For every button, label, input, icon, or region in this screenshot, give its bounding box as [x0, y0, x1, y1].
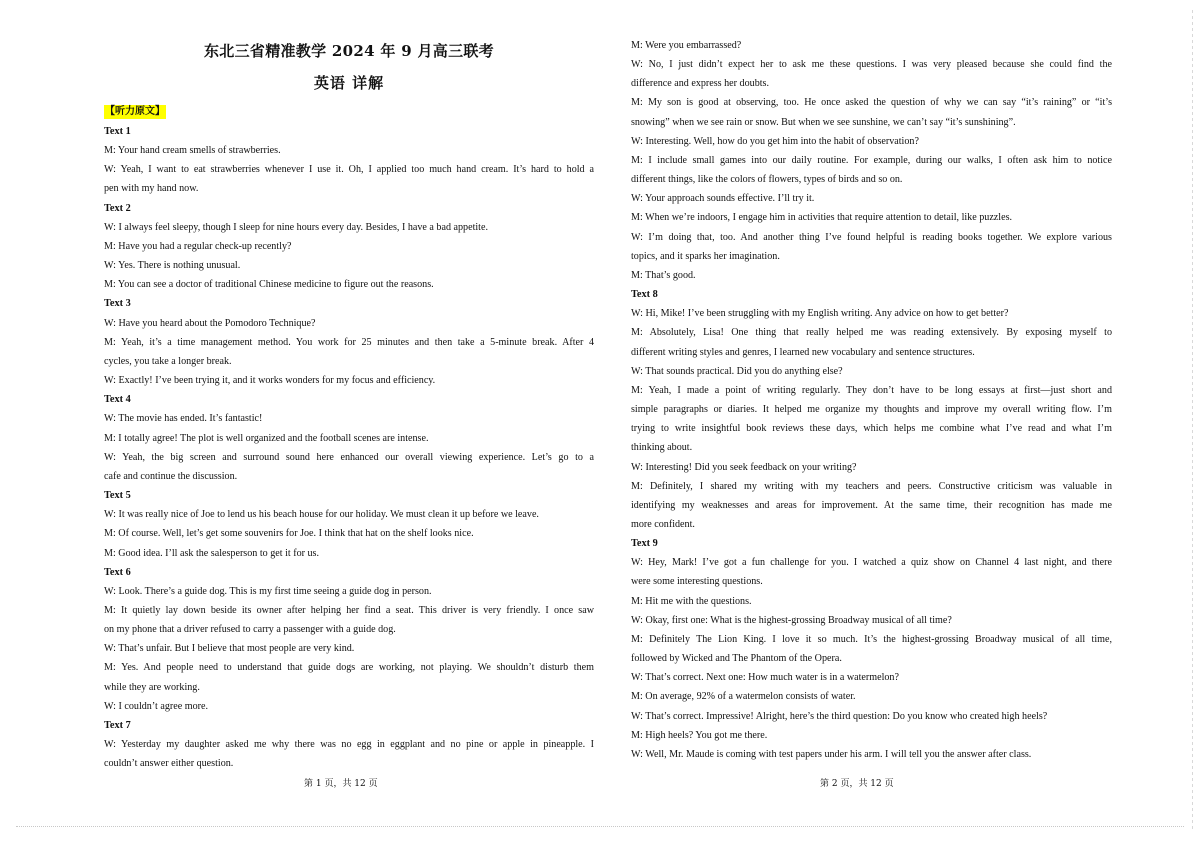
dialogue-line: M: Hit me with the questions. — [631, 595, 752, 607]
dialogue-line: M: I include small games into our daily routine. For example, during our walks, I often ask him to notice — [631, 154, 1112, 166]
dialogue-line: W: That’s unfair. But I believe that most people are very kind. — [104, 643, 355, 655]
dialogue-line: W: Interesting. Well, how do you get him into the habit of observation? — [631, 135, 919, 147]
dialogue-line: snowing” when we see rain or snow. But when we see sunshine, we can’t say “it’s sunshining”. — [631, 116, 1016, 128]
dialogue-line: W: I always feel sleepy, though I sleep for nine hours every day. Besides, I have a bad appetite. — [104, 221, 488, 233]
dialogue-line: W: Yes. There is nothing unusual. — [104, 260, 241, 272]
section-tag: 【听力原文】 — [105, 106, 165, 117]
page-footer-right: 第 2 页，共 12 页 — [820, 779, 894, 789]
dialogue-line: M: Definitely The Lion King. I love it so much. It’s the highest-grossing Broadway musical of all time, — [631, 633, 1112, 645]
section-heading: Text 8 — [631, 289, 658, 301]
dialogue-line: W: Look. There’s a guide dog. This is my first time seeing a guide dog in person. — [104, 585, 432, 597]
dialogue-line: W: Interesting! Did you seek feedback on your writing? — [631, 461, 857, 473]
dialogue-line: W: That sounds practical. Did you do anything else? — [631, 365, 843, 377]
dialogue-line: different writing styles and genres, I learned new vocabulary and sentence structures. — [631, 346, 975, 358]
dialogue-line: W: Exactly! I’ve been trying it, and it works wonders for my focus and efficiency. — [104, 375, 436, 387]
section-heading: Text 7 — [104, 719, 131, 731]
dialogue-line: W: The movie has ended. It’s fantastic! — [104, 413, 263, 425]
dialogue-line: followed by Wicked and The Phantom of the Opera. — [631, 653, 842, 665]
document-subtitle: 英语 详解 — [313, 74, 385, 92]
section-heading: Text 6 — [104, 566, 131, 578]
dialogue-line: identifying my weaknesses and areas for improvement. At the same time, their recognition has made me — [631, 499, 1112, 511]
dialogue-line: W: Hey, Mark! I’ve got a fun challenge for you. I watched a quiz show on Channel 4 last night, and there — [631, 557, 1112, 569]
section-heading: Text 4 — [104, 394, 131, 406]
dialogue-line: W: I couldn’t agree more. — [104, 700, 208, 712]
section-heading: Text 9 — [631, 538, 658, 550]
dialogue-line: M: High heels? You got me there. — [631, 729, 768, 741]
dialogue-line: more confident. — [631, 519, 695, 530]
dialogue-line: simple paragraphs or diaries. It helped me organize my thoughts and improve my overall writing flow. I’m — [631, 404, 1112, 416]
dialogue-line: M: It quietly lay down beside its owner after helping her find a seat. This driver is very friendly. I once saw — [104, 605, 594, 616]
dialogue-line: M: Were you embarrassed? — [631, 40, 742, 51]
dialogue-line: M: When we’re indoors, I engage him in activities that require attention to detail, like puzzles. — [631, 212, 1013, 224]
dialogue-line: M: My son is good at observing, too. He once asked the question of why we can say “it’s raining” or “it’s — [631, 97, 1112, 109]
dialogue-line: W: Yesterday my daughter asked me why there was no egg in eggplant and no pine or apple in pineapple. I — [104, 739, 594, 751]
dialogue-line: M: Have you had a regular check-up recently? — [104, 240, 292, 252]
dialogue-line: trying to write insightful book reviews these days, which helps me combine what I’ve read and what I’m — [631, 423, 1112, 435]
document-title: 东北三省精准教学 2024 年 9 月高三联考 — [204, 42, 494, 60]
dialogue-line: W: No, I just didn’t expect her to ask me these questions. I was very pleased because she could find the — [631, 59, 1112, 71]
dialogue-line: M: Good idea. I’ll ask the salesperson to get it for us. — [104, 547, 320, 559]
dialogue-line: M: Your hand cream smells of strawberries. — [104, 145, 281, 157]
dialogue-line: W: Your approach sounds effective. I’ll try it. — [631, 193, 815, 205]
dialogue-line: M: Of course. Well, let’s get some souvenirs for Joe. I think that hat on the shelf looks nice. — [104, 528, 474, 540]
dialogue-line: difference and express her doubts. — [631, 78, 769, 90]
section-heading: Text 1 — [104, 126, 131, 137]
dialogue-line: topics, and it sparks her imagination. — [631, 250, 780, 262]
dialogue-line: M: Yeah, it’s a time management method. You work for 25 minutes and then take a 5-minute break. After 4 — [104, 336, 594, 348]
section-heading: Text 2 — [104, 202, 131, 214]
dialogue-line: W: Hi, Mike! I’ve been struggling with my English writing. Any advice on how to get better? — [631, 308, 1009, 320]
dialogue-line: W: That’s correct. Impressive! Alright, here’s the third question: Do you know who created high heels? — [631, 710, 1048, 722]
dialogue-line: M: Yes. And people need to understand that guide dogs are working, not playing. We shouldn’t disturb them — [104, 662, 594, 674]
dialogue-line: M: That’s good. — [631, 269, 696, 281]
page-divider — [16, 826, 1184, 827]
dialogue-line: W: Okay, first one: What is the highest-grossing Broadway musical of all time? — [631, 614, 952, 626]
dialogue-line: M: On average, 92% of a watermelon consists of water. — [631, 691, 856, 703]
dialogue-line: couldn’t answer either question. — [104, 758, 234, 770]
dialogue-line: M: Absolutely, Lisa! One thing that really helped me was reading extensively. By exposing myself to — [631, 327, 1112, 339]
dialogue-line: W: It was really nice of Joe to lend us his beach house for our holiday. We must clean it up before we leave. — [104, 509, 539, 521]
dialogue-line: cafe and continue the discussion. — [104, 470, 238, 482]
dialogue-line: W: Yeah, the big screen and surround sound here enhanced our overall viewing experience. Let’s go to a — [104, 451, 594, 463]
dialogue-line: on my phone that a driver refused to carry a passenger with a guide dog. — [104, 624, 396, 636]
dialogue-line: M: I totally agree! The plot is well organized and the football scenes are intense. — [104, 432, 429, 444]
dialogue-line: M: Definitely, I shared my writing with my teachers and peers. Constructive criticism was valuable in — [631, 480, 1112, 492]
section-heading: Text 3 — [104, 298, 131, 310]
dialogue-line: W: Have you heard about the Pomodoro Technique? — [104, 317, 316, 329]
dialogue-line: W: Well, Mr. Maude is coming with test papers under his arm. I will tell you the answer after class. — [631, 748, 1032, 760]
dialogue-line: W: That’s correct. Next one: How much water is in a watermelon? — [631, 672, 899, 684]
dialogue-line: W: I’m doing that, too. And another thing I’ve found helpful is reading books together. We explore various — [631, 231, 1112, 243]
dialogue-line: pen with my hand now. — [104, 183, 199, 195]
scan-edge — [1192, 10, 1193, 830]
dialogue-line: were some interesting questions. — [631, 576, 763, 588]
dialogue-line: W: Yeah, I want to eat strawberries whenever I use it. Oh, I applied too much hand cream. It’s hard to hold a — [104, 164, 594, 176]
dialogue-line: M: Yeah, I made a point of writing regularly. They don’t have to be long essays at first—just short and — [631, 384, 1112, 396]
dialogue-line: cycles, you take a longer break. — [104, 355, 232, 367]
section-heading: Text 5 — [104, 490, 131, 502]
dialogue-line: M: You can see a doctor of traditional Chinese medicine to figure out the reasons. — [104, 279, 434, 291]
dialogue-line: different things, like the colors of flowers, types of birds and so on. — [631, 174, 903, 186]
dialogue-line: while they are working. — [104, 681, 200, 693]
dialogue-line: thinking about. — [631, 442, 693, 454]
page-footer-left: 第 1 页，共 12 页 — [304, 779, 378, 789]
